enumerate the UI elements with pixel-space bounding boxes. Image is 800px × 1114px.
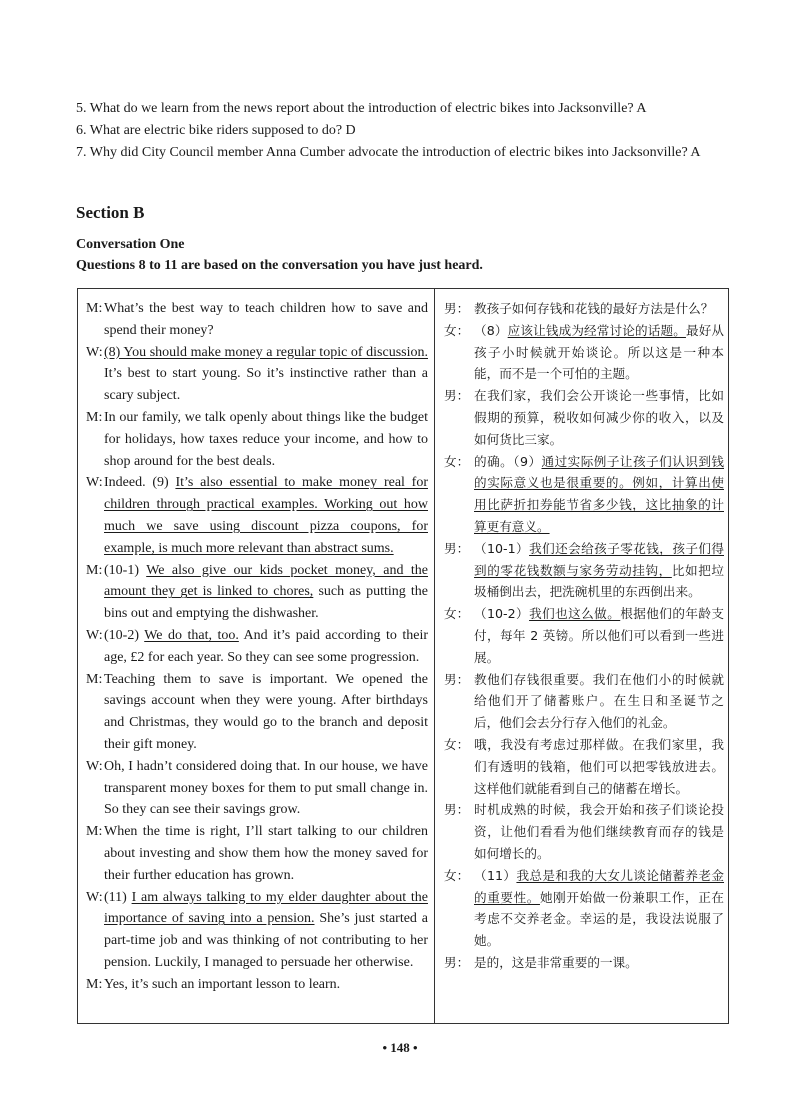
utterance-segment: (10-1) bbox=[104, 562, 147, 578]
chinese-turn bbox=[444, 538, 724, 603]
utterance-segment: 在我们家，我们会公开谈论一些事情，比如假期的预算，税收如何减少你的收入，以及如何货比三家。 bbox=[474, 388, 724, 447]
english-turn bbox=[86, 821, 428, 886]
question-6: 6. What are electric bike riders supposed to do? D bbox=[76, 123, 356, 138]
speaker-label: W: bbox=[86, 889, 103, 905]
english-turn bbox=[86, 669, 428, 756]
speaker-label: M: bbox=[86, 976, 103, 992]
utterance-segment: She’s just started a part-time job and was thinking of not contributing to her pension. Luckily, I managed to persuade her otherwise. bbox=[104, 911, 428, 970]
utterance-text bbox=[104, 472, 428, 559]
underlined-answer-text: 应该让钱成为经常讨论的话题。 bbox=[507, 322, 686, 338]
utterance-text bbox=[104, 560, 428, 625]
speaker-label: M: bbox=[86, 409, 103, 425]
utterance-text bbox=[474, 799, 724, 864]
english-turn bbox=[86, 887, 428, 974]
section-title: Section B bbox=[76, 203, 145, 222]
utterance-segment: 根据他们的年龄支付，每年 2 英镑。所以他们可以看到一些进展。 bbox=[474, 606, 724, 665]
utterance-text bbox=[474, 320, 724, 385]
speaker-label: 男： bbox=[444, 540, 470, 556]
utterance-segment: 哦，我没有考虑过那样做。在我们家里，我们有透明的钱箱，他们可以把零钱放进去。这样他们就能看到自己的储蓄在增长。 bbox=[474, 736, 724, 796]
utterance-text bbox=[104, 625, 428, 669]
chinese-turn bbox=[444, 952, 724, 974]
utterance-text bbox=[104, 756, 428, 821]
chinese-turn bbox=[444, 799, 724, 864]
chinese-turn bbox=[444, 385, 724, 450]
utterance-text bbox=[104, 342, 428, 407]
speaker-label: 女： bbox=[444, 736, 470, 752]
utterance-text bbox=[104, 298, 428, 342]
conversation-subtitle: Questions 8 to 11 are based on the conversation you have just heard. bbox=[76, 258, 483, 273]
utterance-text bbox=[474, 385, 724, 450]
utterance-text bbox=[474, 603, 724, 668]
chinese-turn bbox=[444, 320, 724, 385]
utterance-text bbox=[474, 669, 724, 734]
utterance-text bbox=[474, 298, 724, 320]
english-turn bbox=[86, 298, 428, 342]
english-turn bbox=[86, 560, 428, 625]
speaker-label: 男： bbox=[444, 954, 470, 970]
english-turn bbox=[86, 407, 428, 472]
chinese-turn bbox=[444, 669, 724, 734]
transcript-table bbox=[77, 288, 729, 1024]
speaker-label: 女： bbox=[444, 606, 470, 622]
page-number: • 148 • bbox=[382, 1040, 418, 1055]
chinese-turn bbox=[444, 734, 724, 799]
utterance-text bbox=[104, 887, 428, 974]
speaker-label: 男： bbox=[444, 802, 470, 818]
utterance-segment: When the time is right, I’ll start talking to our children about investing and show them how the money saved for their further education has grown. bbox=[104, 824, 428, 883]
underlined-answer-text: I am always talking to my elder daughter about the importance of saving into a pension. bbox=[104, 889, 428, 927]
utterance-text bbox=[474, 538, 724, 603]
utterance-segment: （10-2） bbox=[474, 606, 530, 622]
speaker-label: 女： bbox=[444, 867, 470, 883]
utterance-segment: 的确。（9） bbox=[474, 453, 542, 469]
speaker-label: W: bbox=[86, 627, 103, 643]
speaker-label: M: bbox=[86, 824, 103, 840]
utterance-segment: What’s the best way to teach children how to save and spend their money? bbox=[104, 301, 428, 338]
english-turn bbox=[86, 342, 428, 407]
utterance-text bbox=[104, 821, 428, 886]
question-5: 5. What do we learn from the news report about the introduction of electric bikes into Jacksonville? A bbox=[76, 101, 647, 116]
underlined-answer-text: It’s also essential to make money real for children through practical examples. Working out how much we save using discount pizza coupons, for example, is much more relevant than abstract sums. bbox=[104, 475, 428, 556]
utterance-segment: 教他们存钱很重要。我们在他们小的时候就给他们开了储蓄账户。在生日和圣诞节之后，他们会去分行存入他们的礼金。 bbox=[474, 671, 724, 731]
speaker-label: 女： bbox=[444, 322, 470, 338]
english-turn bbox=[86, 974, 428, 996]
utterance-text bbox=[104, 974, 428, 996]
chinese-turn bbox=[444, 603, 724, 668]
utterance-text bbox=[474, 451, 724, 538]
english-turn bbox=[86, 756, 428, 821]
speaker-label: M: bbox=[86, 301, 103, 316]
english-transcript bbox=[86, 298, 428, 996]
utterance-segment: （11） bbox=[474, 867, 517, 883]
utterance-segment: 是的，这是非常重要的一课。 bbox=[474, 954, 638, 970]
underlined-answer-text: 通过实际例子让孩子们认识到钱的实际意义也是很重要的。例如，计算出使用比萨折扣券能节省多少钱，这比抽象的计算更有意义。 bbox=[474, 453, 725, 534]
utterance-segment: Indeed. (9) bbox=[104, 475, 176, 491]
underlined-answer-text: We do that, too. bbox=[144, 627, 239, 643]
utterance-segment: Oh, I hadn’t considered doing that. In our house, we have transparent money boxes for them to put small change in. So they can see their savings grow. bbox=[104, 758, 428, 818]
underlined-answer-text: 我们还会给孩子零花钱，孩子们得到的零花钱数额与家务劳动挂钩， bbox=[474, 540, 724, 578]
chinese-turn bbox=[444, 298, 724, 320]
utterance-segment: Yes, it’s such an important lesson to learn. bbox=[104, 976, 341, 992]
chinese-turn bbox=[444, 865, 724, 952]
english-turn bbox=[86, 625, 428, 669]
underlined-answer-text: (8) You should make money a regular topic of discussion. bbox=[104, 344, 428, 360]
speaker-label: 女： bbox=[444, 453, 470, 469]
speaker-label: W: bbox=[86, 344, 103, 360]
speaker-label: W: bbox=[86, 758, 103, 774]
speaker-label: 男： bbox=[444, 301, 470, 316]
utterance-segment: 教孩子如何存钱和花钱的最好方法是什么？ bbox=[474, 301, 714, 316]
utterance-text bbox=[104, 407, 428, 472]
utterance-segment: And it’s paid according to their age, £2 for each year. So they can see some progression. bbox=[104, 627, 428, 665]
utterance-segment: such as putting the bins out and emptying the dishwasher. bbox=[104, 584, 428, 622]
utterance-text bbox=[474, 865, 724, 952]
utterance-segment: (11) bbox=[104, 889, 132, 905]
speaker-label: M: bbox=[86, 562, 103, 578]
underlined-answer-text: 我们也这么做。 bbox=[529, 606, 621, 622]
utterance-segment: 时机成熟的时候，我会开始和孩子们谈论投资，让他们看看为他们继续教育而存的钱是如何增长的。 bbox=[474, 802, 724, 861]
utterance-segment: (10-2) bbox=[104, 627, 145, 643]
utterance-text bbox=[104, 669, 428, 756]
speaker-label: 男： bbox=[444, 671, 470, 687]
column-divider bbox=[434, 289, 435, 1023]
utterance-segment: 比如把垃圾桶倒出去，把洗碗机里的东西倒出来。 bbox=[474, 562, 725, 600]
utterance-text bbox=[474, 952, 724, 974]
chinese-transcript bbox=[444, 298, 724, 974]
utterance-segment: It’s best to start young. So it’s instinctive rather than a scary subject. bbox=[104, 366, 428, 404]
speaker-label: M: bbox=[86, 671, 103, 687]
conversation-title: Conversation One bbox=[76, 237, 185, 252]
speaker-label: 男： bbox=[444, 388, 470, 404]
english-turn bbox=[86, 472, 428, 559]
question-7: 7. Why did City Council member Anna Cumber advocate the introduction of electric bikes into Jacksonville? A bbox=[76, 145, 701, 160]
chinese-turn bbox=[444, 451, 724, 538]
utterance-segment: （10-1） bbox=[474, 540, 530, 556]
utterance-segment: 最好从孩子小时候就开始谈论。所以这是一种本能，而不是一个可怕的主题。 bbox=[474, 322, 725, 382]
speaker-label: W: bbox=[86, 475, 103, 491]
question-list bbox=[76, 98, 756, 164]
utterance-segment: （8） bbox=[474, 322, 508, 338]
utterance-text bbox=[474, 734, 724, 799]
utterance-segment: In our family, we talk openly about things like the budget for holidays, how taxes reduce your income, and how to shop around for the best deals. bbox=[104, 409, 428, 469]
underlined-answer-text: 我总是和我的大女儿谈论储蓄养老金的重要性。 bbox=[474, 867, 725, 905]
utterance-segment: 她刚开始做一份兼职工作，正在考虑不交养老金。幸运的是，我设法说服了她。 bbox=[474, 889, 725, 949]
underlined-answer-text: We also give our kids pocket money, and the amount they get is linked to chores, bbox=[104, 562, 429, 600]
utterance-segment: Teaching them to save is important. We opened the savings account when they were young. After birthdays and Christmas, they would go to the branch and deposit their gift money. bbox=[104, 671, 428, 752]
